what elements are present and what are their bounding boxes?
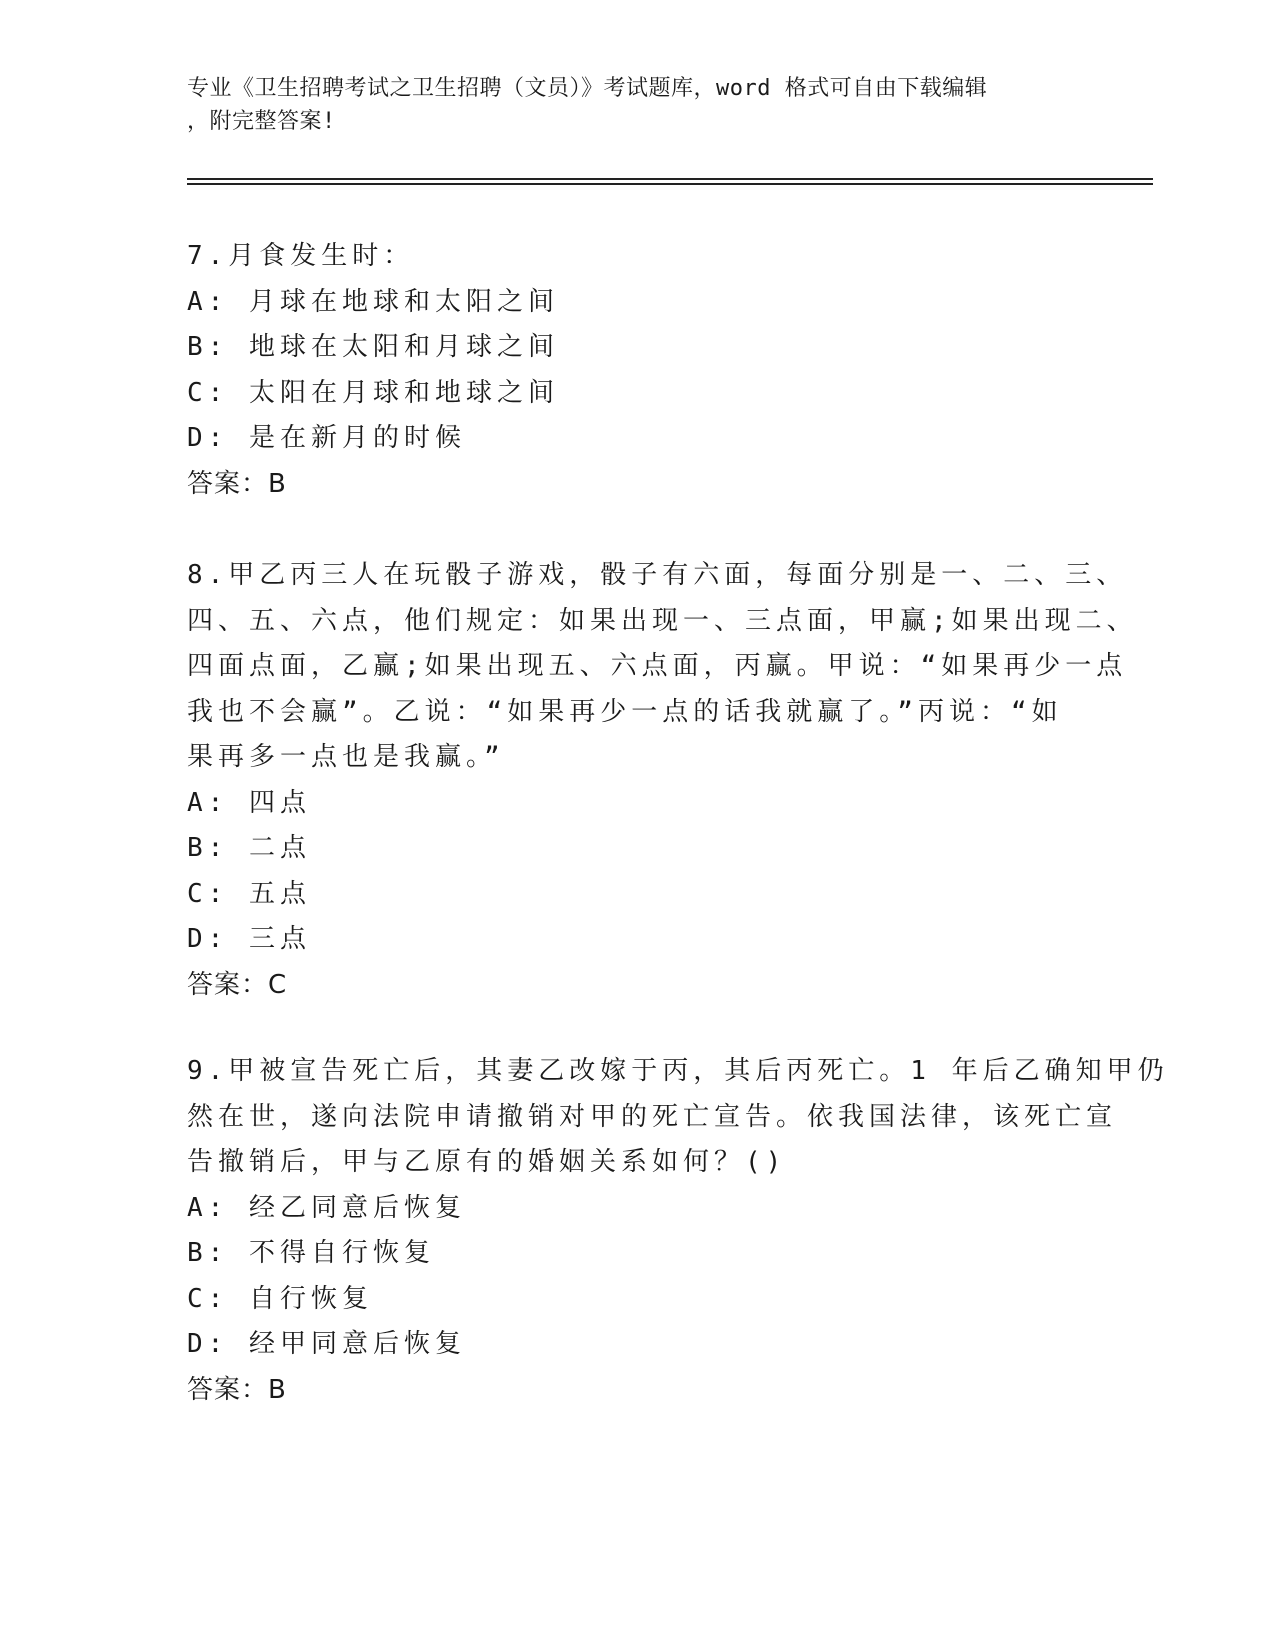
option-d: D: 三点 — [187, 924, 311, 954]
option-a: A: 经乙同意后恢复 — [187, 1192, 466, 1223]
option-b: B: 地球在太阳和月球之间 — [187, 332, 559, 362]
answer-label: 答案：B — [187, 1374, 287, 1405]
header-divider-bottom — [187, 183, 1153, 185]
option-d: D: 是在新月的时候 — [187, 423, 466, 453]
option-b: B: 二点 — [187, 833, 311, 863]
question-stem — [187, 234, 1087, 280]
question-stem — [187, 553, 1138, 781]
option-b: B: 不得自行恢复 — [187, 1238, 435, 1268]
stem-line: 告撤销后，甲与乙原有的婚姻关系如何？() — [187, 1147, 787, 1177]
option-d: D: 经甲同意后恢复 — [187, 1329, 466, 1359]
stem-line: 四、五、六点，他们规定：如果出现一、三点面，甲赢;如果出现二、 — [187, 605, 1138, 636]
answer-label: 答案：B — [187, 468, 287, 499]
question-9 — [187, 1049, 1169, 1413]
question-stem — [187, 1049, 1169, 1186]
option-c: C: 太阳在月球和地球之间 — [187, 377, 559, 408]
stem-line: 9.甲被宣告死亡后，其妻乙改嫁于丙，其后丙死亡。1 年后乙确知甲仍 — [187, 1056, 1169, 1086]
option-c: C: 自行恢复 — [187, 1283, 373, 1314]
stem-line: 我也不会赢”。乙说：“如果再少一点的话我就赢了。”丙说：“如 — [187, 696, 1063, 727]
stem-line: 7.月食发生时： — [187, 241, 415, 271]
option-a: A: 四点 — [187, 787, 311, 818]
answer-label: 答案：C — [187, 969, 288, 1000]
header-line-1: 专业《卫生招聘考试之卫生招聘（文员）》考试题库，word 格式可自由下载编辑 — [187, 76, 988, 101]
header-divider-top — [187, 178, 1153, 180]
header-line-2: ，附完整答案! — [187, 109, 336, 134]
stem-line: 果再多一点也是我赢。” — [187, 742, 505, 772]
stem-line: 然在世，遂向法院申请撤销对甲的死亡宣告。依我国法律，该死亡宣 — [187, 1101, 1118, 1132]
question-8 — [187, 553, 1138, 1008]
question-7 — [187, 234, 1087, 507]
stem-line: 8.甲乙丙三人在玩骰子游戏，骰子有六面，每面分别是一、二、三、 — [187, 560, 1128, 590]
option-c: C: 五点 — [187, 878, 311, 909]
stem-line: 四面点面，乙赢;如果出现五、六点面，丙赢。甲说：“如果再少一点 — [187, 651, 1128, 681]
option-a: A: 月球在地球和太阳之间 — [187, 286, 559, 317]
document-header — [187, 72, 1087, 138]
